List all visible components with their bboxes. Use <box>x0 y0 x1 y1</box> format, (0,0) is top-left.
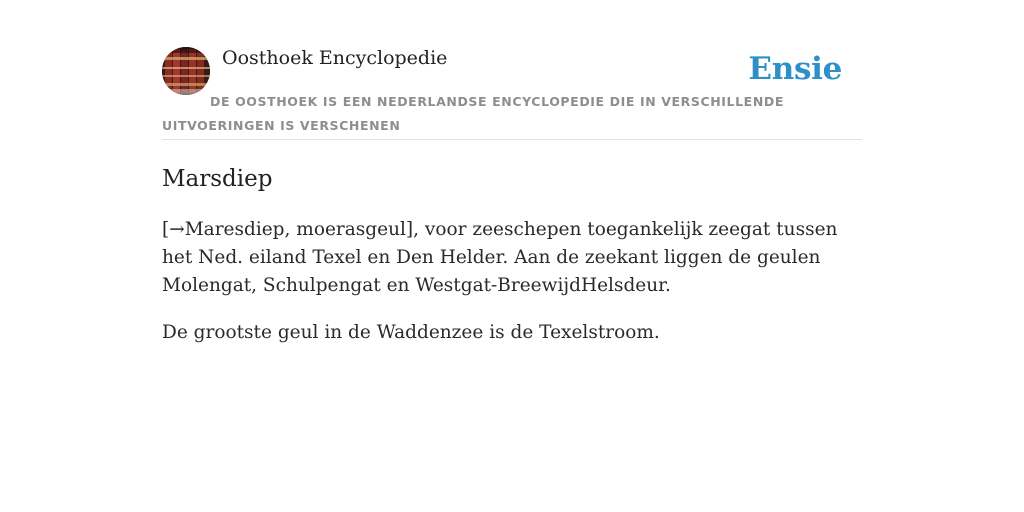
encyclopedia-books-icon[interactable] <box>162 47 210 95</box>
article-paragraph: [→Maresdiep, moerasgeul], voor zeeschepen toegankelijk zeegat tussen het Ned. eiland Texel en Den Helder. Aan de zeekant liggen de geulen Molengat, Schulpengat en Westgat-BreewijdHelsdeur. <box>162 219 838 296</box>
article-title: Marsdiep <box>162 166 273 192</box>
site-title-link[interactable]: Oosthoek Encyclopedie <box>222 47 448 69</box>
site-tagline: DE OOSTHOEK IS EEN NEDERLANDSE ENCYCLOPEDIE DIE IN VERSCHILLENDE UITVOERINGEN IS VERSCHENEN <box>162 94 784 133</box>
article-body <box>162 140 862 347</box>
ensie-brand-logo[interactable]: Ensie <box>748 51 842 87</box>
article-paragraph: De grootste geul in de Waddenzee is de Texelstroom. <box>162 322 660 343</box>
site-header <box>162 0 862 140</box>
page-container <box>162 0 862 347</box>
